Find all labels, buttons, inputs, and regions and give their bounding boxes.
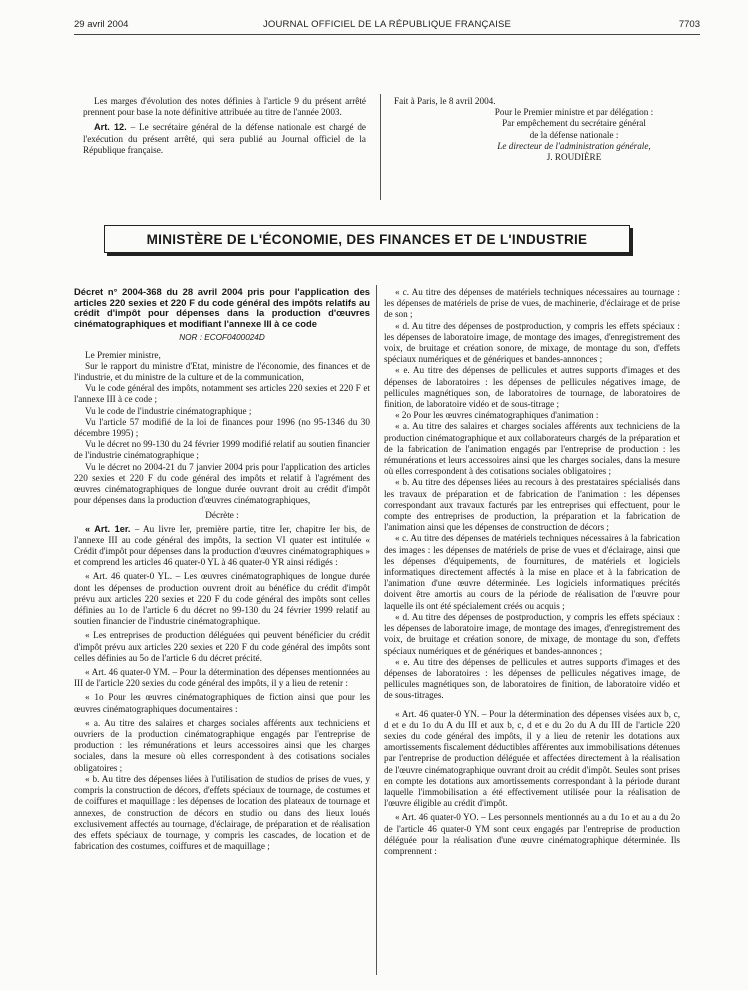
ministry-banner	[104, 225, 630, 253]
signature-date: Fait à Paris, le 8 avril 2004.	[394, 96, 496, 106]
paragraph: « Art. 46 quater-0 YM. – Pour la détermination des dépenses mentionnées au III de l'article 220 sexies du code général des impôts, il y a lieu de retenir :	[74, 667, 370, 689]
paragraph: « 1o Pour les œuvres cinématographiques de fiction ainsi que pour les œuvres cinématographiques documentaires :	[74, 692, 370, 714]
previous-text-block	[83, 96, 366, 160]
paragraph: « b. Au titre des dépenses liées au recours à des prestataires spécialisés dans les travaux de préparation et de fabrication de l'animation : les dépenses correspondant aux travaux facturés par les entreprises qui effectuent, pour le compte des entreprises de production, la préparation et la fabrication de l'animation ainsi que les dépenses de construction de décors ;	[384, 477, 680, 533]
paragraph: « 2o Pour les œuvres cinématographiques d'animation :	[395, 410, 599, 421]
paragraph: « e. Au titre des dépenses de pellicules et autres supports d'images et des dépenses de laboratoires : les dépenses de pellicules négatives image, de pellicules magnétiques son, de laboratoires de tournage, de laboratoires de finition, de laboratoire vidéo et de sous-titrage ;	[384, 365, 680, 410]
paragraph: « Art. 46 quater-0 YL. – Les œuvres cinématographiques de longue durée dont les dépenses de production ouvrent droit au bénéfice du crédit d'impôt prévu aux articles 220 sexies et 220 F du code général des impôts sont celles définies au 1o de l'article 6 du décret no 99-130 du 24 février 1999 relatif au soutien financier de l'industrie cinématographique.	[74, 571, 370, 627]
paragraph: Vu le décret no 99-130 du 24 février 1999 modifié relatif au soutien financier de l'industrie cinématographique ;	[74, 439, 370, 461]
article-text: – Le secrétaire général de la défense nationale est chargé de l'exécution du présent arrêté, qui sera publié au Journal officiel de la République française.	[83, 122, 366, 155]
paragraph: « Art. 46 quater-0 YN. – Pour la détermination des dépenses visées aux b, c, d et e du 1o du A du III et aux b, c, d et e du 2o du A du III de l'article 220 sexies du code général des impôts, il y a lieu de retenir les dotations aux amortissements fiscalement déductibles afférentes aux immobilisations détenues par l'entreprise de production déléguée et affectées directement à la réalisation de l'œuvre cinématographique ouvrant droit au crédit d'impôt. Seules sont prises en compte les dotations aux amortissements correspondant à la période durant laquelle l'immobilisation a été effectivement utilisée pour la réalisation de l'œuvre éligible au crédit d'impôt.	[384, 708, 680, 809]
paragraph: « c. Au titre des dépenses de matériels techniques nécessaires à la fabrication des images : les dépenses de matériels de prise de vues et d'éclairage, ainsi que les dépenses d'équipements, de fournitures, de matériels et logiciels informatiques directement affectés à la mise en place et à la fabrication de l'animation d'une œuvre déterminée. Les logiciels informatiques précités doivent être amortis au cours de la période de réalisation de l'œuvre pour laquelle ils ont été spécialement créés ou acquis ;	[384, 533, 680, 611]
paragraph: « b. Au titre des dépenses liées à l'utilisation de studios de prises de vues, y compris la construction de décors, d'effets spéciaux de tournage, de costumes et de coiffures et maquillage : les dépenses de location des plateaux de tournage et annexes, de construction de décors en studio ou dans des lieux loués exclusivement affectés au tournage, d'éclairage, de préparation et de réalisation des effets spéciaux de tournage, y compris les cascades, de location et de fabrication des costumes, coiffures et de maquillage ;	[74, 773, 370, 852]
paragraph: « d. Au titre des dépenses de postproduction, y compris les effets spéciaux : les dépenses de laboratoire image, de montage des images, d'enregistrement des voix, de bruitage et création sonore, de mixage, de montage du son, d'effets spéciaux numériques et de génériques et bandes-annonces ;	[384, 320, 680, 365]
nor-reference	[74, 332, 370, 343]
paragraph: « a. Au titre des salaires et charges sociales afférents aux techniciens de la production cinématographique et aux collaborateurs chargés de la préparation et de la fabrication de l'animation engagés par l'entreprise de production : les rémunérations et leurs accessoires ainsi que les charges sociales, dans la mesure où elles correspondent à des cotisations sociales obligatoires ;	[384, 421, 680, 477]
paragraph: Vu l'article 57 modifié de la loi de finances pour 1996 (no 95-1346 du 30 décembre 1995) ;	[74, 416, 370, 438]
signatory-name: J. ROUDIÈRE	[546, 152, 602, 163]
article-label: « Art. 1er.	[85, 523, 131, 534]
page-header	[74, 19, 700, 31]
signature-line: Pour le Premier ministre et par délégation :	[494, 107, 654, 118]
right-column	[384, 287, 680, 857]
page-number: 7703	[678, 19, 700, 30]
article-label: Art. 12.	[94, 122, 127, 133]
signature-block	[394, 96, 694, 163]
paragraph: « a. Au titre des salaires et charges sociales afférents aux techniciens et ouvriers de la production cinématographique engagés par l'entreprise de production : les rémunérations et leurs accessoires ainsi que les charges sociales, dans la mesure où elles correspondent à des cotisations sociales obligatoires ;	[74, 717, 370, 773]
paragraph: Vu le code de l'industrie cinématographique ;	[85, 405, 252, 416]
paragraph: « Art. 46 quater-0 YO. – Les personnels mentionnés au a du 1o et au a du 2o de l'article 46 quater-0 YM sont ceux engagés par l'entreprise de production déléguée pour la réalisation d'une œuvre cinématographique déterminée. Ils comprennent :	[384, 812, 680, 856]
paragraph: Vu le décret no 2004-21 du 7 janvier 2004 pris pour l'application des articles 220 sexies et 220 F du code général des impôts et relatif à l'agrément des œuvres cinématographiques de longue durée ouvrant droit au crédit d'impôt pour dépenses dans la production d'œuvres cinématographiques,	[74, 461, 370, 506]
paragraph: « d. Au titre des dépenses de postproduction, y compris les effets spéciaux : les dépenses de laboratoire image, de montage des images, d'enregistrement des voix, de bruitage et création sonore, de mixage, de montage du son, d'effets spéciaux numériques et de génériques et bandes-annonces ;	[384, 611, 680, 656]
nor-text: NOR : ECOF0400024D	[179, 333, 265, 343]
signature-line: Par empêchement du secrétaire général	[502, 118, 646, 129]
paragraph	[83, 122, 366, 156]
decrete-heading: Décrète :	[205, 510, 239, 521]
paragraph: Vu le code général des impôts, notamment ses articles 220 sexies et 220 F et l'annexe III à ce code ;	[74, 383, 370, 405]
column-divider	[380, 94, 381, 200]
article-text: – Au livre Ier, première partie, titre Ier, chapitre Ier bis, de l'annexe III au code général des impôts, la section VI quater est intitulée « Crédit d'impôt pour dépenses dans la production d'œuvres cinématographiques » et comprend les articles 46 quater-0 YL à 46 quater-0 YR ainsi rédigés :	[74, 523, 370, 568]
paragraph: Le Premier ministre,	[85, 349, 161, 360]
paragraph: « e. Au titre des dépenses de pellicules et autres supports d'images et des dépenses de laboratoires : les dépenses de pellicules négatives image, de pellicules magnétiques son, de laboratoires de finition, de laboratoire vidéo et de sous-titrages.	[384, 656, 680, 701]
header-rule	[74, 34, 700, 35]
header-date: 29 avril 2004	[74, 19, 129, 30]
ministry-title: MINISTÈRE DE L'ÉCONOMIE, DES FINANCES ET DE L'INDUSTRIE	[146, 231, 588, 247]
column-divider	[376, 285, 377, 975]
signature-line: de la défense nationale :	[529, 129, 619, 140]
paragraph: « Les entreprises de production déléguées qui peuvent bénéficier du crédit d'impôt prévu aux articles 220 sexies et 220 F du code général des impôts sont celles définies au 5o de l'article 6 du décret précité.	[74, 630, 370, 663]
journal-title: JOURNAL OFFICIEL DE LA RÉPUBLIQUE FRANÇAISE	[262, 19, 512, 30]
decree-title: Décret n° 2004-368 du 28 avril 2004 pris pour l'application des articles 220 sexies et 220 F du code général des impôts relatifs au crédit d'impôt pour dépenses dans la production d'œuvres cinématographiques et modifiant l'annexe III à ce code	[74, 286, 370, 329]
paragraph: « c. Au titre des dépenses de matériels techniques nécessaires au tournage : les dépenses de matériels de prise de vues, de machinerie, d'éclairage et de prise de son ;	[384, 287, 680, 320]
signature-line	[454, 141, 694, 152]
paragraph	[74, 524, 370, 569]
paragraph: Sur le rapport du ministre d'Etat, ministre de l'économie, des finances et de l'industrie, et du ministre de la culture et de la communication,	[74, 360, 370, 382]
signatory-title: Le directeur de l'administration générale,	[497, 140, 651, 151]
left-column	[74, 287, 370, 852]
paragraph: Les marges d'évolution des notes définies à l'article 9 du présent arrêté prennent pour base la note définitive attribuée au titre de l'année 2003.	[83, 96, 366, 118]
